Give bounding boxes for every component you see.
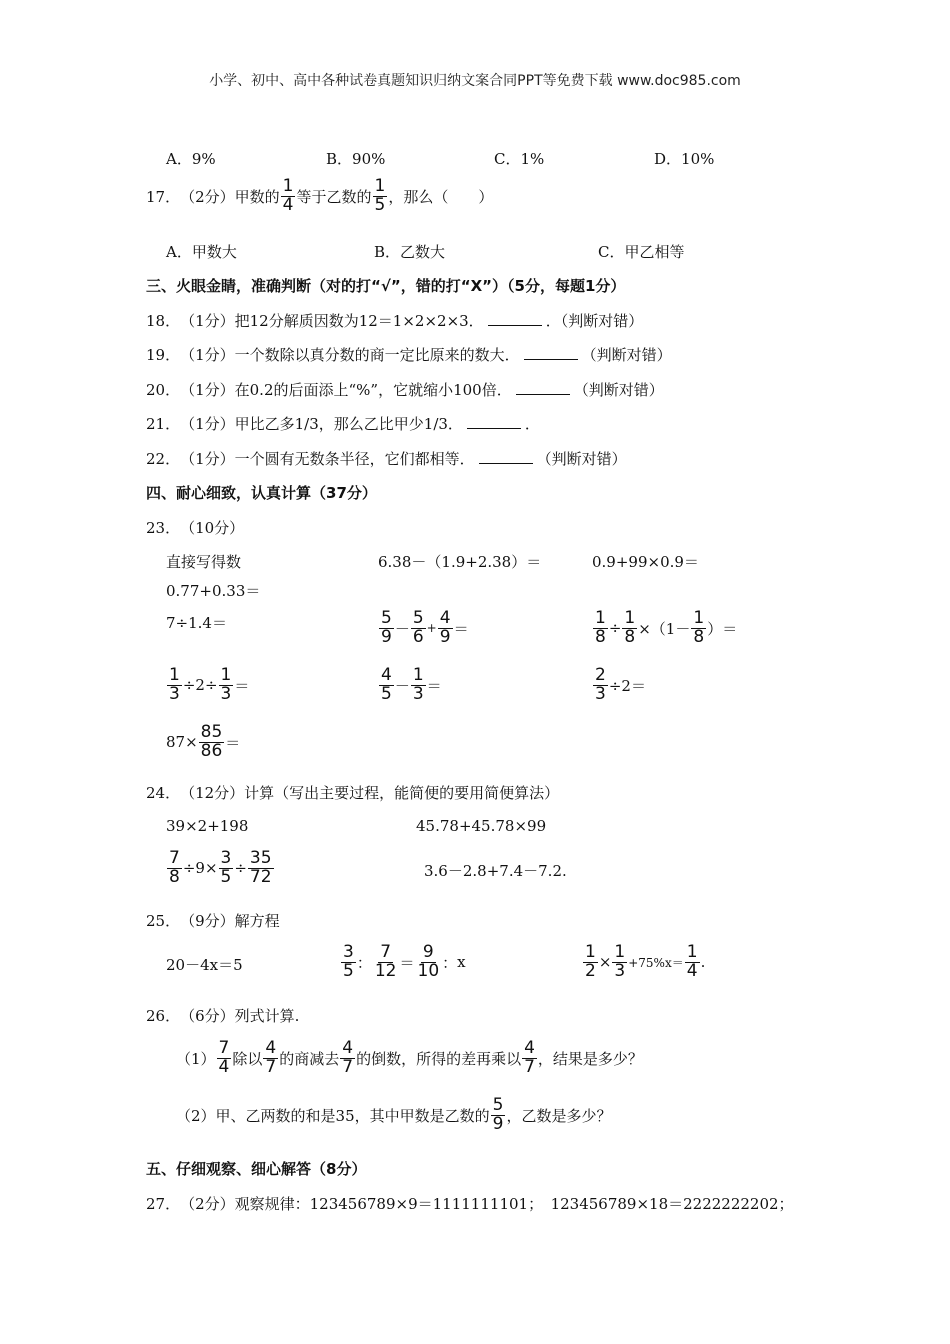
q25-equation-ratio: $\frac{3}{5}$ ： $\frac{7}{12}$ ＝ $\frac{9}{10}$ ： x bbox=[343, 942, 466, 981]
q24-expr: 39×2+198 bbox=[166, 817, 249, 835]
q17-option-a: A．甲数大 bbox=[166, 243, 237, 261]
question-20: 20． （1分）在0.2的后面添上“%”，它就缩小100倍． （判断对错） bbox=[146, 381, 664, 399]
answer-blank[interactable] bbox=[516, 380, 570, 395]
q17-option-c: C．甲乙相等 bbox=[598, 243, 685, 261]
q23-expr-fraction: 87× $\frac{85}{86}$ ＝ bbox=[166, 722, 241, 761]
q17-pre: 甲数的 bbox=[234, 187, 280, 206]
fraction: $\frac{1}{5}$ bbox=[374, 176, 386, 215]
q24-expr: 3.6－2.8+7.4－7.2. bbox=[424, 862, 567, 880]
q23-expr-fraction: $\frac{5}{9}$ － $\frac{5}{6}$ + $\frac{4}{9}$ ＝ bbox=[381, 608, 469, 647]
answer-blank[interactable] bbox=[467, 414, 521, 429]
q26-part-2: （2）甲、乙两数的和是35，其中甲数是乙数的 $\frac{5}{9}$ ，乙数是多少？ bbox=[176, 1095, 612, 1134]
q23-instruction: 直接写得数 bbox=[166, 553, 242, 571]
q17-post: ，那么（ ） bbox=[388, 187, 494, 206]
page-header: 小学、初中、高中各种试卷真题知识归纳文案合同PPT等免费下载 www.doc985.com bbox=[209, 73, 741, 89]
q16-option-a: A．9% bbox=[166, 150, 216, 168]
answer-blank[interactable] bbox=[479, 449, 533, 464]
question-19: 19． （1分）一个数除以真分数的商一定比原来的数大． （判断对错） bbox=[146, 346, 672, 364]
question-27: 27． （2分）观察规律：123456789×9＝1111111101； 123456789×18＝2222222202； bbox=[146, 1195, 794, 1213]
q17-num: 17． bbox=[146, 187, 181, 206]
q17-option-b: B．乙数大 bbox=[374, 243, 446, 261]
q25-head: 25． （9分）解方程 bbox=[146, 912, 280, 930]
q26-head: 26． （6分）列式计算. bbox=[146, 1007, 300, 1025]
q23-expr: 6.38－（1.9+2.38）＝ bbox=[378, 553, 542, 571]
q16-option-d: D．10% bbox=[654, 150, 715, 168]
answer-blank[interactable] bbox=[488, 311, 542, 326]
q25-equation-fraction: $\frac{1}{2}$ × $\frac{1}{3}$ +75%x＝ $\frac{1}{4}$ . bbox=[585, 942, 706, 981]
q16-option-c: C．1% bbox=[494, 150, 545, 168]
q25-equation: 20－4x＝5 bbox=[166, 956, 243, 974]
q23-expr-fraction: $\frac{1}{8}$ ÷ $\frac{1}{8}$ ×（1－ $\frac{1}{8}$ ）＝ bbox=[595, 608, 738, 647]
question-18: 18． （1分）把12分解质因数为12＝1×2×2×3． ．（判断对错） bbox=[146, 312, 644, 330]
q23-expr: 0.77+0.33＝ bbox=[166, 582, 261, 600]
q23-head: 23． （10分） bbox=[146, 519, 245, 537]
q24-expr: 45.78+45.78×99 bbox=[416, 817, 547, 835]
q24-expr-fraction: $\frac{7}{8}$ ÷9× $\frac{3}{5}$ ÷ $\frac{35}{72}$ bbox=[169, 848, 272, 887]
section-4-title: 四、耐心细致，认真计算（37分） bbox=[146, 484, 377, 502]
q23-expr-fraction: $\frac{2}{3}$ ÷2＝ bbox=[595, 665, 646, 704]
q23-expr: 0.9+99×0.9＝ bbox=[592, 553, 699, 571]
q17-mid: 等于乙数的 bbox=[296, 187, 372, 206]
q23-expr-fraction: $\frac{1}{3}$ ÷2÷ $\frac{1}{3}$ ＝ bbox=[169, 665, 250, 704]
q24-head: 24． （12分）计算（写出主要过程，能简便的要用简便算法） bbox=[146, 784, 560, 802]
q26-part-1: （1） $\frac{7}{4}$ 除以 $\frac{4}{7}$ 的商减去 $\frac{4}{7}$ 的倒数，所得的差再乘以 $\frac{4}{7}$ ，结果是多少？ bbox=[176, 1038, 643, 1077]
q17-score: （2分） bbox=[180, 187, 235, 206]
question-22: 22． （1分）一个圆有无数条半径，它们都相等． （判断对错） bbox=[146, 450, 627, 468]
question-17 bbox=[146, 178, 493, 215]
q23-expr: 7÷1.4＝ bbox=[166, 614, 227, 632]
q23-expr-fraction: $\frac{4}{5}$ － $\frac{1}{3}$ ＝ bbox=[381, 665, 442, 704]
answer-blank[interactable] bbox=[524, 345, 578, 360]
section-3-title: 三、火眼金睛，准确判断（对的打“√”，错的打“X”）（5分，每题1分） bbox=[146, 277, 626, 295]
q16-option-b: B．90% bbox=[326, 150, 386, 168]
question-21: 21． （1分）甲比乙多1/3，那么乙比甲少1/3． ． bbox=[146, 415, 540, 433]
section-5-title: 五、仔细观察、细心解答（8分） bbox=[146, 1160, 367, 1178]
fraction: $\frac{1}{4}$ bbox=[282, 176, 294, 215]
